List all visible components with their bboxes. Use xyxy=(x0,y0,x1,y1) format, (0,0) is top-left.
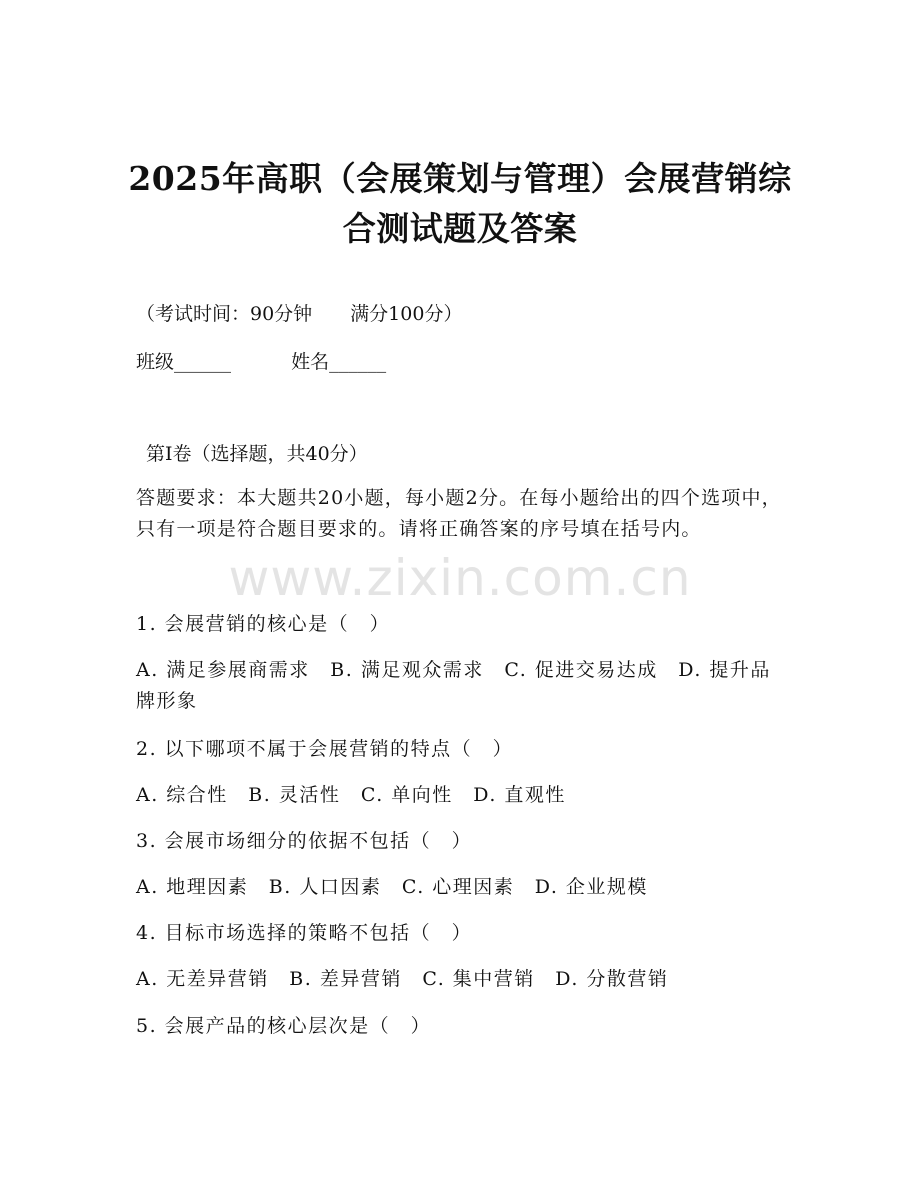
question-2-options: A. 综合性 B. 灵活性 C. 单向性 D. 直观性 xyxy=(136,784,566,806)
watermark: www.zixin.com.cn xyxy=(228,549,692,607)
document-title-line-1: 2025年高职（会展策划与管理）会展营销综 xyxy=(128,159,792,198)
class-field xyxy=(136,348,786,376)
question-4-stem: 4. 目标市场选择的策略不包括（ ） xyxy=(136,922,473,944)
question-3-stem: 3. 会展市场细分的依据不包括（ ） xyxy=(136,830,473,852)
question-5-stem: 5. 会展产品的核心层次是（ ） xyxy=(136,1015,432,1037)
name-label: 姓名______ xyxy=(291,351,387,373)
question-1-options: A. 满足参展商需求 B. 满足观众需求 C. 促进交易达成 D. 提升品牌形象 xyxy=(136,659,771,712)
question-3-options: A. 地理因素 B. 人口因素 C. 心理因素 D. 企业规模 xyxy=(136,876,648,898)
question-2-stem: 2. 以下哪项不属于会展营销的特点（ ） xyxy=(136,738,514,760)
exam-info: （考试时间：90分钟 满分100分） xyxy=(136,303,463,325)
document-title-line-2: 合测试题及答案 xyxy=(342,209,578,248)
section-title: 第Ⅰ卷（选择题，共40分） xyxy=(146,443,368,465)
question-4-options: A. 无差异营销 B. 差异营销 C. 集中营销 D. 分散营销 xyxy=(136,968,669,990)
question-1-stem: 1. 会展营销的核心是（ ） xyxy=(136,613,391,635)
class-label: 班级______ xyxy=(136,351,232,373)
instructions-paragraph: 答题要求：本大题共20小题，每小题2分。在每小题给出的四个选项中，只有一项是符合题目要求的。请将正确答案的序号填在括号内。 xyxy=(136,487,782,540)
